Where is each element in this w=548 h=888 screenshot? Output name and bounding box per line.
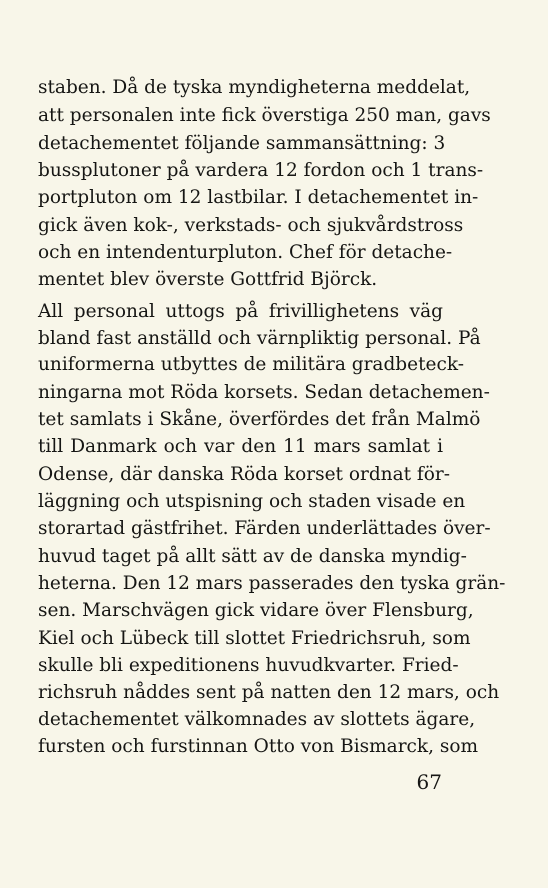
text-line: att personalen inte fick överstiga 250 man, gavs xyxy=(38,105,491,126)
text-line: skulle bli expeditionens huvudkvarter. Fried- xyxy=(38,655,459,676)
text-line: gick även kok-, verkstads- och sjukvårdstross xyxy=(38,215,464,236)
text-line: Odense, där danska Röda korset ordnat för- xyxy=(38,464,451,485)
text-line: till Danmark och var den 11 mars samlat i xyxy=(38,436,443,457)
text-line: tet samlats i Skåne, överfördes det från Malmö xyxy=(38,409,481,430)
text-line: bland fast anställd och värnpliktig personal. På xyxy=(38,328,481,349)
text-line: läggning och utspisning och staden visade en xyxy=(38,491,466,512)
text-line: detachementet välkomnades av slottets ägare, xyxy=(38,709,476,730)
text-line: sen. Marschvägen gick vidare över Flensburg, xyxy=(38,600,474,621)
text-line: staben. Då de tyska myndigheterna meddelat, xyxy=(38,77,471,98)
text-line: richsruh nåddes sent på natten den 12 mars, och xyxy=(38,682,500,703)
text-line: fursten och furstinnan Otto von Bismarck, som xyxy=(38,736,479,757)
text-line: heterna. Den 12 mars passerades den tyska grän- xyxy=(38,573,506,594)
text-line: detachementet följande sammansättning: 3 xyxy=(38,133,446,154)
text-line: uniformerna utbyttes de militära gradbeteck- xyxy=(38,354,464,375)
text-line: huvud taget på allt sätt av de danska myndig- xyxy=(38,546,467,567)
text-line: och en intendenturpluton. Chef för detache- xyxy=(38,242,453,263)
text-line: All personal uttogs på frivillighetens väg xyxy=(38,301,443,322)
text-line: bussplutoner på vardera 12 fordon och 1 trans- xyxy=(38,160,484,181)
text-line: storartad gästfrihet. Färden underlättades över- xyxy=(38,518,491,539)
text-line: Kiel och Lübeck till slottet Friedrichsruh, som xyxy=(38,628,471,649)
text-line: mentet blev överste Gottfrid Björck. xyxy=(38,269,378,290)
text-line: portpluton om 12 lastbilar. I detachementet in- xyxy=(38,187,479,208)
page-number: 67 xyxy=(416,770,442,794)
text-line: ningarna mot Röda korsets. Sedan detachemen- xyxy=(38,382,490,403)
